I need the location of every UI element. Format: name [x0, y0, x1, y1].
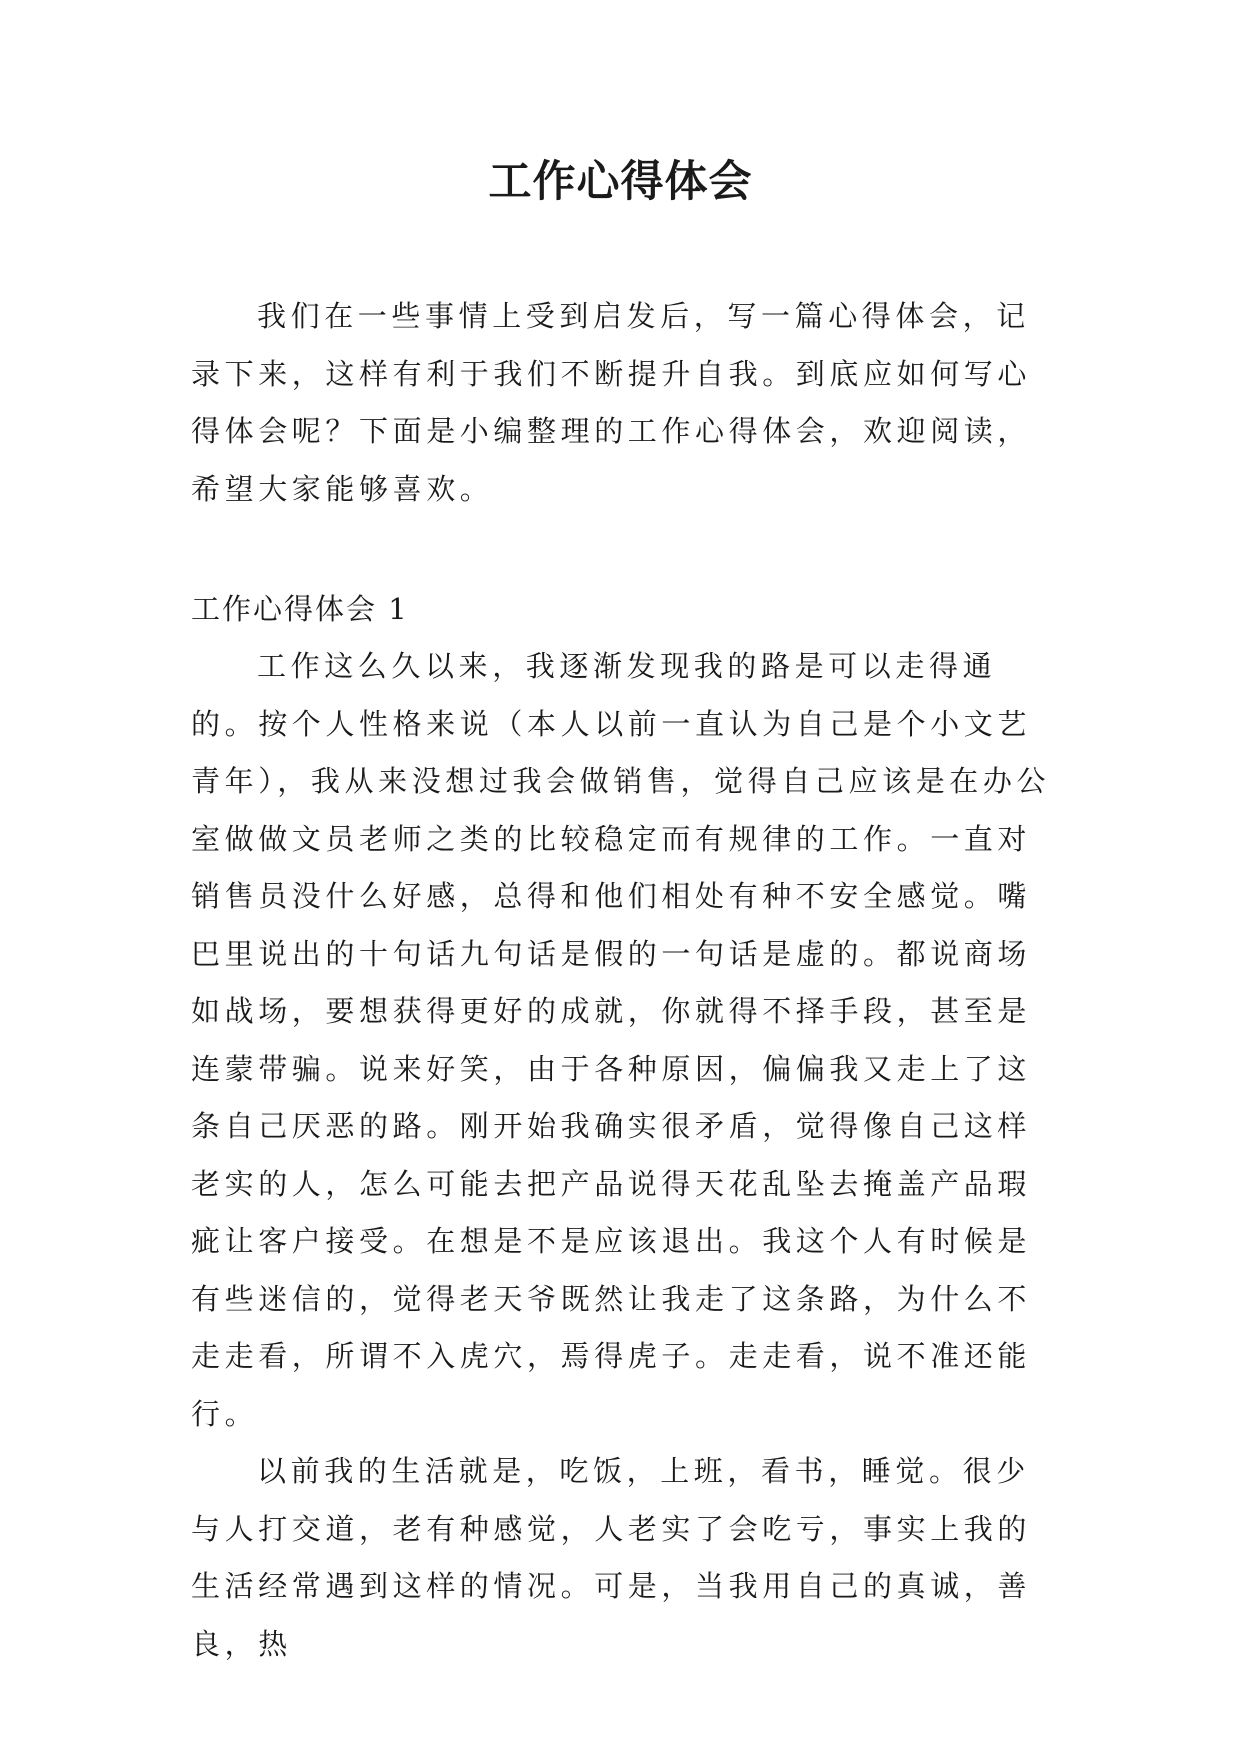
intro-paragraph: 我们在一些事情上受到启发后，写一篇心得体会，记录下来，这样有利于我们不断提升自我。到底应如何写心得体会呢？下面是小编整理的工作心得体会，欢迎阅读，希望大家能够喜欢。 [191, 299, 1032, 506]
intro-block [191, 288, 1051, 518]
body-paragraph-1: 工作这么久以来，我逐渐发现我的路是可以走得通的。按个人性格来说（本人以前一直认为自己是个小文艺青年），我从来没想过我会做销售，觉得自己应该是在办公室做做文员老师之类的比较稳定而有规律的工作。一直对销售员没什么好感，总得和他们相处有种不安全感觉。嘴巴里说出的十句话九句话是假的一句话是虚的。都说商场如战场，要想获得更好的成就，你就得不择手段，甚至是连蒙带骗。说来好笑，由于各种原因，偏偏我又走上了这条自己厌恶的路。刚开始我确实很矛盾，觉得像自己这样老实的人，怎么可能去把产品说得天花乱坠去掩盖产品瑕疵让客户接受。在想是不是应该退出。我这个人有时候是有些迷信的，觉得老天爷既然让我走了这条路，为什么不走走看，所谓不入虎穴，焉得虎子。走走看，说不准还能行。 [191, 649, 1051, 1431]
section-heading: 工作心得体会 1 [191, 592, 409, 626]
body-paragraph-2: 以前我的生活就是，吃饭，上班，看书，睡觉。很少与人打交道，老有种感觉，人老实了会吃亏，事实上我的生活经常遇到这样的情况。可是，当我用自己的真诚，善良，热 [191, 1454, 1032, 1661]
document-title: 工作心得体会 [488, 157, 753, 207]
section-body [191, 638, 1051, 1673]
